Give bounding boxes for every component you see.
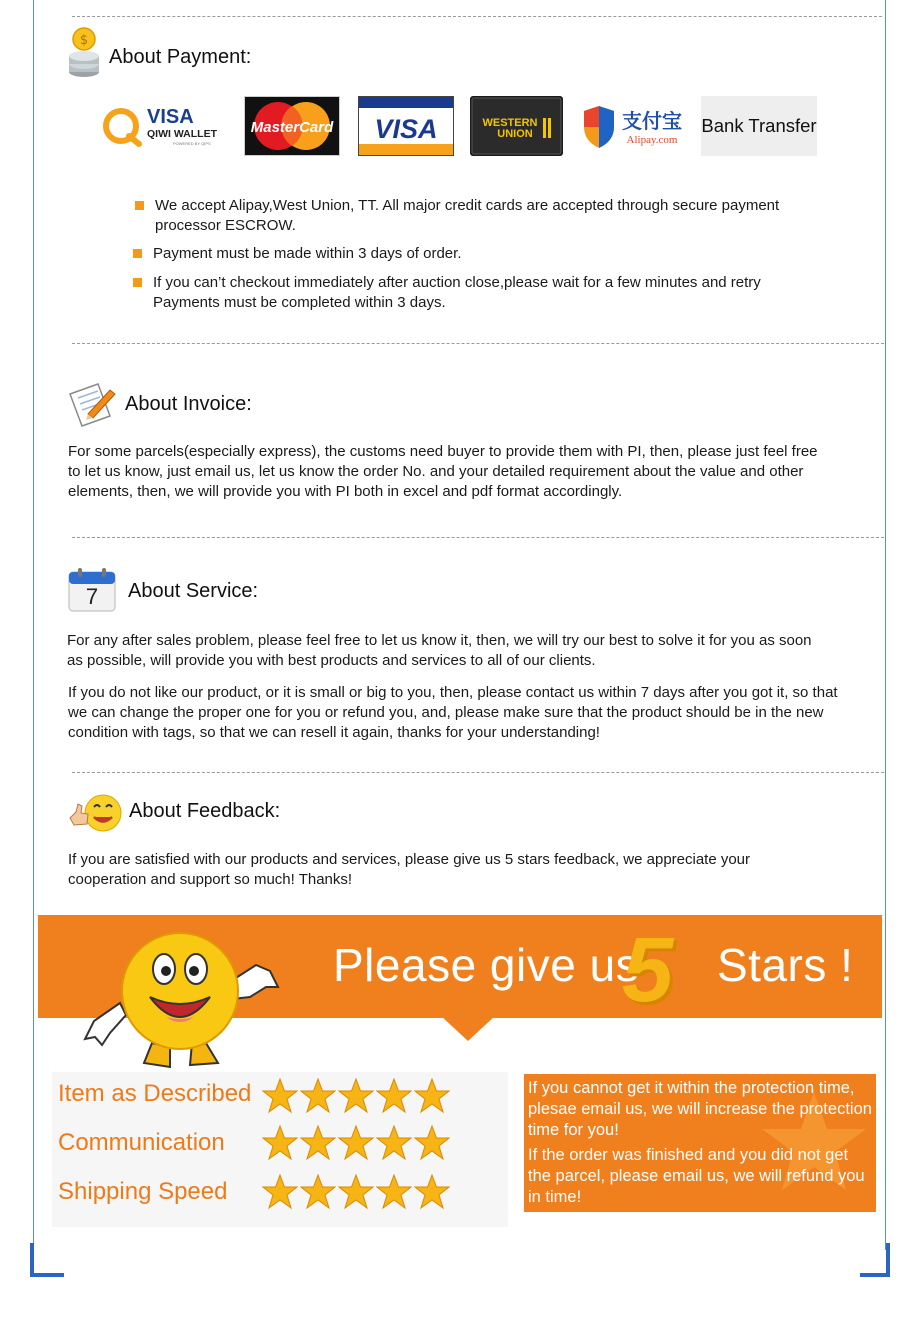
star-icon (338, 1124, 374, 1162)
star-icon (262, 1173, 298, 1211)
banner-text-right: Stars ! (717, 939, 854, 991)
protection-text-2: If the order was finished and you did not get the parcel, please email us, we will refund you in time! (528, 1146, 865, 1206)
bullet-marker (133, 278, 142, 287)
divider-top (72, 16, 882, 17)
star-icon (414, 1124, 450, 1162)
star-icon (262, 1077, 298, 1115)
payment-bullet-2-text: Payment must be made within 3 days of order. (153, 245, 462, 262)
service-title: About Service: (128, 580, 259, 602)
western-union-logo (470, 96, 563, 156)
banner-notch (440, 1015, 496, 1041)
payment-bullet-3 (153, 273, 798, 313)
western-union-text-2: UNION (497, 128, 533, 140)
payment-bullet-1 (155, 196, 795, 236)
calendar-day: 7 (85, 584, 99, 609)
calendar-icon (68, 568, 116, 612)
qiwi-sub-text: POWERED BY QIPS (173, 141, 211, 146)
bank-transfer-logo (701, 96, 817, 156)
visa-logo (358, 96, 454, 156)
star-icon (414, 1077, 450, 1115)
smiley-mascot-icon (80, 925, 280, 1075)
star-icon (376, 1124, 412, 1162)
service-text-1: For any after sales problem, please feel free to let us know it, then, we will try our best to solve it for you as soon as possible, will provide you with best products and services to all of our clients. (67, 632, 812, 669)
star-icon (414, 1173, 450, 1211)
svg-text:$: $ (79, 33, 89, 48)
bullet-marker (135, 201, 144, 210)
qiwi-visa-logo (99, 96, 225, 156)
star-icon (376, 1077, 412, 1115)
coins-icon (66, 26, 102, 78)
payment-bullet-2 (153, 244, 793, 264)
star-icon (376, 1173, 412, 1211)
banner-text-left: Please give us (333, 939, 640, 991)
rating-label-communication: Communication (58, 1129, 225, 1156)
frame-corner-bottom-left (30, 1243, 64, 1277)
feedback-title: About Feedback: (129, 800, 281, 822)
mastercard-logo (244, 96, 340, 156)
alipay-cn-text: 支付宝 (622, 109, 682, 133)
divider-after-payment (72, 343, 884, 344)
protection-text-1: If you cannot get it within the protection time, plesae email us, we will increase the protection time for you! (528, 1079, 872, 1139)
star-icon (300, 1077, 336, 1115)
frame-corner-bottom-right (860, 1243, 890, 1277)
alipay-en-text: Alipay.com (626, 134, 678, 146)
smiley-thumbs-up-icon (66, 792, 124, 834)
mastercard-text: MasterCard (250, 119, 334, 136)
star-icon (338, 1173, 374, 1211)
banner-number: 5 (622, 919, 674, 1021)
payment-bullet-3-text: If you can’t checkout immediately after auction close,please wait for a few minutes and retry Payments must be completed within 3 days. (153, 274, 761, 311)
star-icon (338, 1077, 374, 1115)
star-icon (300, 1173, 336, 1211)
invoice-title: About Invoice: (125, 393, 252, 415)
western-union-text-1: WESTERN (482, 117, 538, 129)
bullet-marker (133, 249, 142, 258)
qiwi-wallet-text: QIWI WALLET (147, 128, 217, 140)
rating-stars-item-as-described (262, 1077, 450, 1117)
frame-right-border (885, 0, 886, 1250)
feedback-text: If you are satisfied with our products and services, please give us 5 stars feedback, we appreciate your cooperation and support so much! Thanks! (68, 851, 751, 888)
divider-after-invoice (72, 537, 884, 538)
alipay-logo (580, 96, 690, 156)
divider-after-service (72, 772, 884, 773)
payment-bullet-1-text: We accept Alipay,West Union, TT. All major credit cards are accepted through secure payment processor ESCROW. (155, 197, 780, 234)
service-text-2: If you do not like our product, or it is small or big to you, then, please contact us within 7 days after you got it, so that we can change the proper one for you or refund you, and, please make sure that the product should be in the new condition with tags, so that we can resell it again, thanks for your understanding! (68, 684, 838, 741)
rating-stars-shipping-speed (262, 1173, 450, 1213)
invoice-document-icon (66, 380, 118, 430)
rating-stars-communication (262, 1124, 450, 1164)
star-icon (300, 1124, 336, 1162)
qiwi-visa-text: VISA (147, 106, 194, 128)
bank-transfer-text: Bank Transfer (701, 115, 817, 136)
rating-label-item-as-described: Item as Described (58, 1080, 252, 1107)
payment-title: About Payment: (109, 46, 252, 68)
visa-text: VISA (374, 114, 438, 144)
rating-label-shipping-speed: Shipping Speed (58, 1178, 228, 1205)
frame-left-border (33, 0, 34, 1250)
star-icon (262, 1124, 298, 1162)
invoice-text: For some parcels(especially express), the customs need buyer to provide them with PI, then, please just feel free to let us know, just email us, let us know the order No. and your detailed requirement about the value and other elements, then, we will provide you with PI both in excel and pdf format accordingly. (68, 443, 818, 500)
